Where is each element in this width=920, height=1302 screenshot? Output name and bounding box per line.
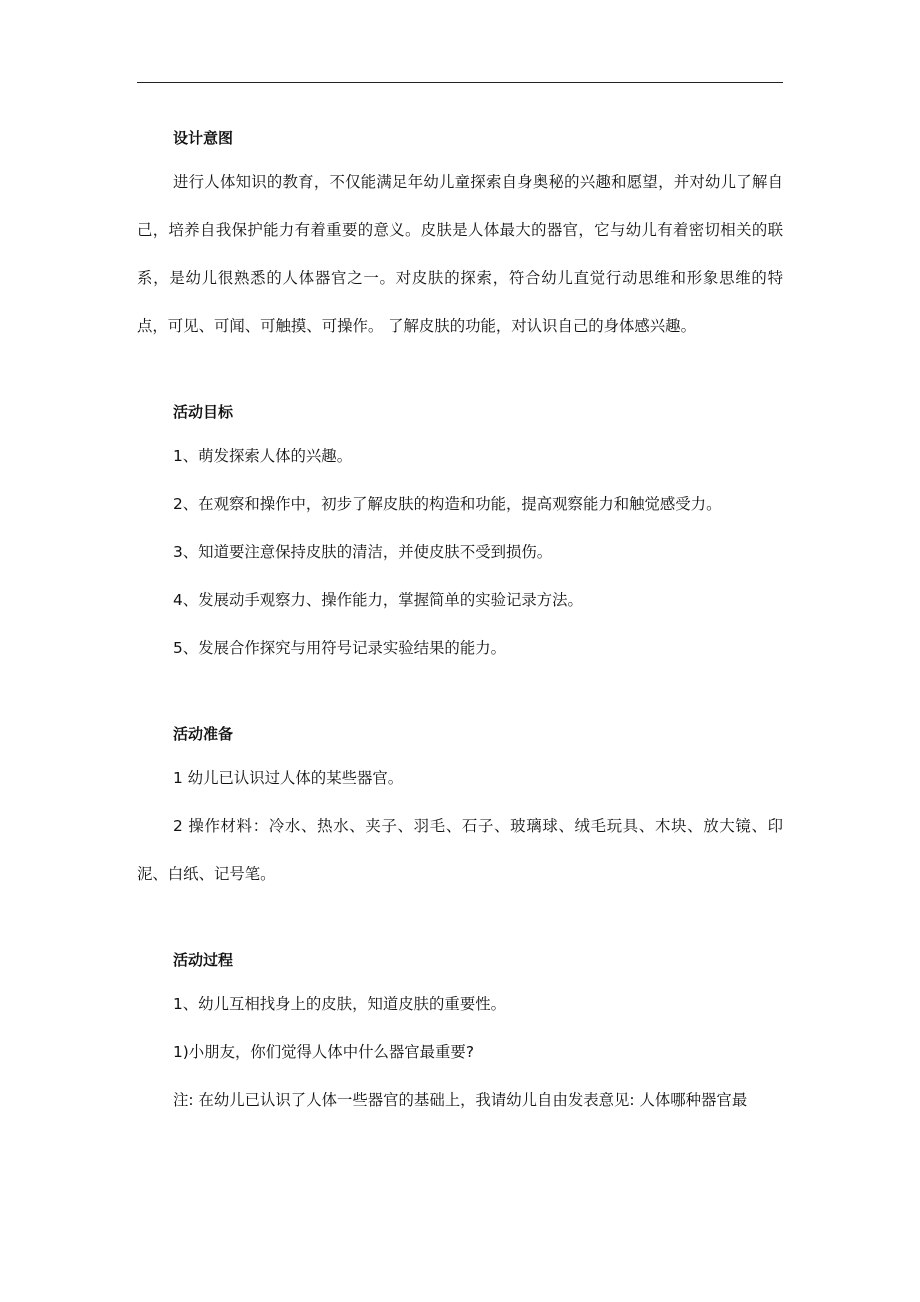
goal-item-4: 4、发展动手观察力、操作能力，掌握简单的实验记录方法。 [173,591,583,609]
goal-item-1: 1、萌发探索人体的兴趣。 [173,447,353,465]
section-spacer [137,350,783,392]
design-intent-paragraph: 进行人体知识的教育，不仅能满足年幼儿童探索自身奥秘的兴趣和愿望，并对幼儿了解自己，培养自我保护能力有着重要的意义。皮肤是人体最大的器官，它与幼儿有着密切相关的联系，是幼儿很熟悉的人体器官之一。对皮肤的探索，符合幼儿直觉行动思维和形象思维的特点，可见、可闻、可触摸、可操作。 了解皮肤的功能，对认识自己的身体感兴趣。 [137,173,783,335]
process-heading: 活动过程 [173,951,234,969]
document-body [137,118,783,1124]
process-item-1: 1、幼儿互相找身上的皮肤，知道皮肤的重要性。 [173,995,506,1013]
section-spacer [137,672,783,714]
design-intent-heading: 设计意图 [173,129,234,147]
goal-item-2: 2、在观察和操作中，初步了解皮肤的构造和功能，提高观察能力和触觉感受力。 [173,495,722,513]
preparation-item-2: 2 操作材料：冷水、热水、夹子、羽毛、石子、玻璃球、绒毛玩具、木块、放大镜、印泥、白纸、记号笔。 [137,817,783,883]
section-spacer [137,898,783,940]
goals-heading: 活动目标 [173,403,234,421]
goal-item-5: 5、发展合作探究与用符号记录实验结果的能力。 [173,639,506,657]
preparation-item-1: 1 幼儿已认识过人体的某些器官。 [173,769,404,787]
goal-item-3: 3、知道要注意保持皮肤的清洁，并使皮肤不受到损伤。 [173,543,553,561]
header-rule [137,82,783,83]
process-item-2: 1)小朋友，你们觉得人体中什么器官最重要? [173,1043,474,1061]
process-note: 注: 在幼儿已认识了人体一些器官的基础上，我请幼儿自由发表意见: 人体哪种器官最 [173,1091,748,1109]
preparation-heading: 活动准备 [173,725,234,743]
